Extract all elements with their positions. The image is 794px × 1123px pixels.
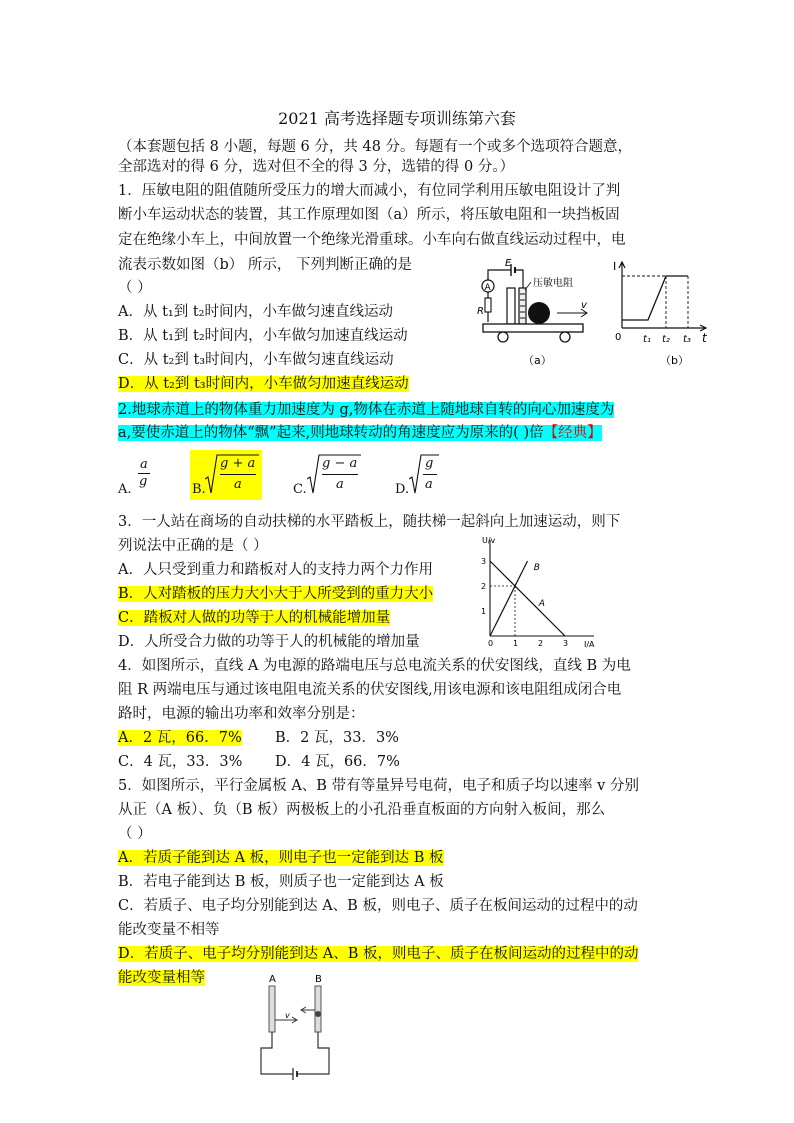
- q1-stem: 定在绝缘小车上，中间放置一个绝缘光滑重球。小车向右做直线运动过程中，电: [118, 232, 626, 248]
- q4-option-c: C．4 瓦，33．3%: [118, 754, 243, 770]
- q5-option-d: D．若质子、电子均分别能到达 A、B 板，则电子、质子在板间运动的过程中的动: [118, 946, 639, 962]
- fig-b-x-label: t: [702, 331, 707, 345]
- q1-option-c: C．从 t₂到 t₃时间内，小车做匀速直线运动: [118, 352, 394, 368]
- q2-option-d: [395, 450, 445, 500]
- fraction-denominator: a: [336, 477, 344, 492]
- fraction-denominator: g: [139, 474, 148, 489]
- q2-option-a: [118, 455, 158, 501]
- q5-option-d-cont: 能改变量相等: [118, 970, 205, 986]
- fraction-numerator: a: [140, 457, 148, 472]
- graph-x-tick: 3: [563, 639, 569, 648]
- option-letter: C.: [293, 482, 307, 497]
- q2-stem: a,要使赤道上的物体“飘”起来,则地球转动的角速度应为原来的( )倍: [118, 425, 544, 441]
- q4-stem: 路时，电源的输出功率和效率分别是：: [118, 706, 365, 722]
- q5-stem: 5．如图所示，平行金属板 A、B 带有等量异号电荷，电子和质子均以速率 v 分别: [118, 778, 639, 794]
- q5-stem: （ ）: [118, 826, 152, 842]
- fraction-denominator: a: [234, 477, 242, 492]
- graph-y-label: U/v: [482, 536, 496, 545]
- graph-y-tick: 1: [481, 607, 487, 616]
- q4-ui-graph: [472, 534, 602, 650]
- graph-series-line-b: [490, 561, 528, 636]
- q1-stem: 1．压敏电阻的阻值随所受压力的增大而减小，有位同学利用压敏电阻设计了判: [118, 183, 621, 199]
- graph-line-b-label: B: [533, 562, 540, 573]
- fig-b-tick: t₂: [662, 334, 670, 345]
- q5-option-a: A．若质子能到达 A 板，则电子也一定能到达 B 板: [118, 850, 444, 866]
- fraction-denominator: a: [425, 477, 433, 492]
- graph-y-tick: 3: [481, 557, 487, 566]
- option-letter: B.: [192, 482, 206, 497]
- fraction-numerator: g − a: [322, 456, 358, 471]
- fig-a-v-label: v: [581, 300, 587, 311]
- intro-line: （本套题包括 8 小题，每题 6 分，共 48 分。每题有一个或多个选项符合题意，: [118, 139, 633, 155]
- fig-b-y-label: I: [613, 260, 617, 273]
- q3-option-c: C．踏板对人做的功等于人的机械能增加量: [118, 610, 391, 626]
- fig-b-origin: 0: [615, 332, 622, 343]
- fig-a-r-label: R: [477, 306, 484, 317]
- q4-stem: 4．如图所示，直线 A 为电源的路端电压与总电流关系的伏安图线，直线 B 为电: [118, 658, 631, 674]
- fraction-numerator: g + a: [220, 456, 256, 471]
- q4-option-a: A．2 瓦，66．7%: [118, 730, 242, 746]
- q2-option-b: [190, 450, 262, 500]
- q5-option-c-cont: 能改变量不相等: [118, 922, 220, 938]
- fig-b-caption: （b）: [660, 354, 689, 367]
- q3-stem: 3．一人站在商场的自动扶梯的水平踏板上，随扶梯一起斜向上加速运动，则下: [118, 514, 621, 530]
- q3-stem: 列说法中正确的是（ ）: [118, 538, 268, 554]
- fig-a-e-label: E: [505, 258, 512, 269]
- fig-a-ammeter-label: A: [484, 283, 491, 293]
- graph-line-a-label: A: [538, 599, 545, 609]
- q5-stem: 从正（A 板）、负（B 板）两极板上的小孔沿垂直板面的方向射入板间，那么: [118, 802, 606, 818]
- q1-option-d: D．从 t₂到 t₃时间内，小车做匀加速直线运动: [118, 376, 409, 392]
- graph-x-tick: 0: [488, 639, 494, 648]
- graph-x-label: I/A: [584, 640, 595, 649]
- fig-a-sensor-label: 压敏电阻: [533, 278, 573, 289]
- plate-b-label: B: [315, 974, 322, 985]
- fig-b-current-curve: [622, 276, 688, 320]
- q4-stem: 阻 R 两端电压与通过该电阻电流关系的伏安图线,用该电源和该电阻组成闭合电: [118, 682, 622, 698]
- q4-option-d: D．4 瓦，66．7%: [275, 754, 400, 770]
- q1-stem: （ ）: [118, 280, 152, 296]
- q5-option-b: B．若电子能到达 B 板，则质子也一定能到达 A 板: [118, 874, 444, 890]
- graph-series-line-a: [490, 561, 565, 636]
- q1-option-b: B．从 t₁到 t₂时间内，小车做匀加速直线运动: [118, 328, 408, 344]
- option-letter: D.: [395, 482, 410, 497]
- q1-stem: 流表示数如图（b） 所示， 下列判断正确的是: [118, 257, 412, 273]
- q1-option-a: A．从 t₁到 t₂时间内，小车做匀速直线运动: [118, 304, 393, 320]
- fig-b-tick: t₁: [643, 334, 651, 345]
- q5-v-label: v: [285, 1011, 290, 1020]
- page-title: 2021 高考选择题专项训练第六套: [278, 109, 516, 128]
- q1-figure-a: [475, 258, 605, 370]
- fig-b-tick: t₃: [683, 334, 691, 345]
- q2-option-c: [293, 450, 365, 500]
- graph-x-tick: 1: [513, 639, 519, 648]
- fig-a-caption: （a）: [523, 354, 552, 367]
- q1-stem: 断小车运动状态的装置，其工作原理如图（a）所示，将压敏电阻和一块挡板固: [118, 207, 620, 223]
- q1-figure-b: [612, 258, 712, 370]
- q5-option-c: C．若质子、电子均分别能到达 A、B 板，则电子、质子在板间运动的过程中的动: [118, 898, 638, 914]
- intro-line: 全部选对的得 6 分，选对但不全的得 3 分，选错的得 0 分。）: [118, 159, 515, 175]
- option-letter: A.: [118, 482, 132, 497]
- q3-option-b: B．人对踏板的压力大小大于人所受到的重力大小: [118, 586, 434, 602]
- ball: [528, 302, 550, 324]
- graph-x-tick: 2: [538, 639, 544, 648]
- q2-stem: 2.地球赤道上的物体重力加速度为 g,物体在赤道上随地球自转的向心加速度为: [118, 402, 615, 418]
- q3-option-d: D．人所受合力做的功等于人的机械能的增加量: [118, 634, 420, 650]
- plate-a-label: A: [269, 974, 276, 985]
- graph-y-tick: 2: [481, 582, 487, 591]
- q2-tag: 【经典】: [543, 425, 602, 441]
- q3-option-a: A．人只受到重力和踏板对人的支持力两个力作用: [118, 562, 433, 578]
- fraction-numerator: g: [425, 456, 434, 471]
- q5-plates-figure: [255, 970, 355, 1082]
- sqrt-icon: [409, 453, 439, 497]
- q4-option-b: B．2 瓦，33．3%: [275, 730, 399, 746]
